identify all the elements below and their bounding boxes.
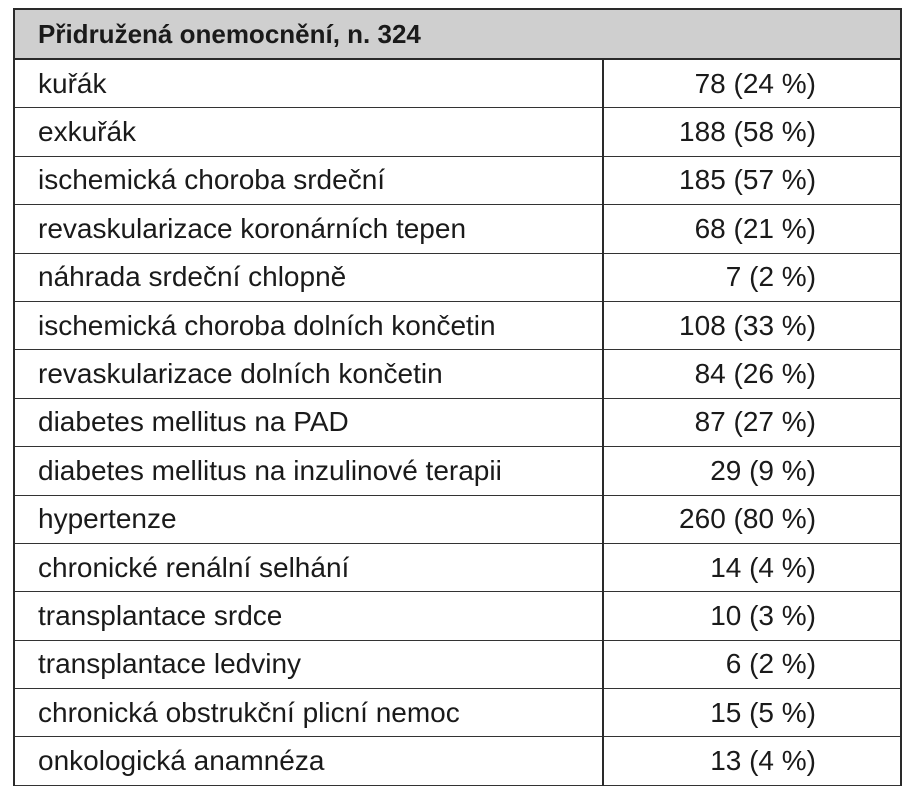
row-label: ischemická choroba srdeční	[14, 156, 603, 204]
table-row	[14, 592, 901, 640]
table-row	[14, 447, 901, 495]
row-value: 108 (33 %)	[603, 301, 901, 349]
comorbidities-table-container	[13, 8, 900, 786]
table-title: Přidružená onemocnění, n. 324	[14, 9, 901, 59]
row-label: revaskularizace koronárních tepen	[14, 205, 603, 253]
row-value: 78 (24 %)	[603, 59, 901, 108]
table-row	[14, 156, 901, 204]
row-label: náhrada srdeční chlopně	[14, 253, 603, 301]
row-value: 10 (3 %)	[603, 592, 901, 640]
table-row	[14, 737, 901, 785]
row-value: 185 (57 %)	[603, 156, 901, 204]
table-row	[14, 59, 901, 108]
row-value: 260 (80 %)	[603, 495, 901, 543]
row-label: transplantace ledviny	[14, 640, 603, 688]
row-label: transplantace srdce	[14, 592, 603, 640]
row-value: 84 (26 %)	[603, 350, 901, 398]
table-row	[14, 253, 901, 301]
row-label: chronická obstrukční plicní nemoc	[14, 689, 603, 737]
table-row	[14, 689, 901, 737]
table-row	[14, 301, 901, 349]
table-row	[14, 350, 901, 398]
row-value: 188 (58 %)	[603, 108, 901, 156]
row-label: diabetes mellitus na inzulinové terapii	[14, 447, 603, 495]
table-row	[14, 205, 901, 253]
table-row	[14, 398, 901, 446]
row-value: 87 (27 %)	[603, 398, 901, 446]
row-value: 29 (9 %)	[603, 447, 901, 495]
table-row	[14, 108, 901, 156]
row-label: exkuřák	[14, 108, 603, 156]
row-value: 15 (5 %)	[603, 689, 901, 737]
table-header-row	[14, 9, 901, 59]
row-value: 7 (2 %)	[603, 253, 901, 301]
table-row	[14, 640, 901, 688]
row-label: ischemická choroba dolních končetin	[14, 301, 603, 349]
row-value: 13 (4 %)	[603, 737, 901, 785]
row-label: revaskularizace dolních končetin	[14, 350, 603, 398]
row-value: 68 (21 %)	[603, 205, 901, 253]
row-label: hypertenze	[14, 495, 603, 543]
table-row	[14, 543, 901, 591]
row-label: onkologická anamnéza	[14, 737, 603, 785]
row-label: kuřák	[14, 59, 603, 108]
row-value: 6 (2 %)	[603, 640, 901, 688]
table-row	[14, 495, 901, 543]
comorbidities-table	[13, 8, 902, 786]
row-label: diabetes mellitus na PAD	[14, 398, 603, 446]
row-label: chronické renální selhání	[14, 543, 603, 591]
row-value: 14 (4 %)	[603, 543, 901, 591]
